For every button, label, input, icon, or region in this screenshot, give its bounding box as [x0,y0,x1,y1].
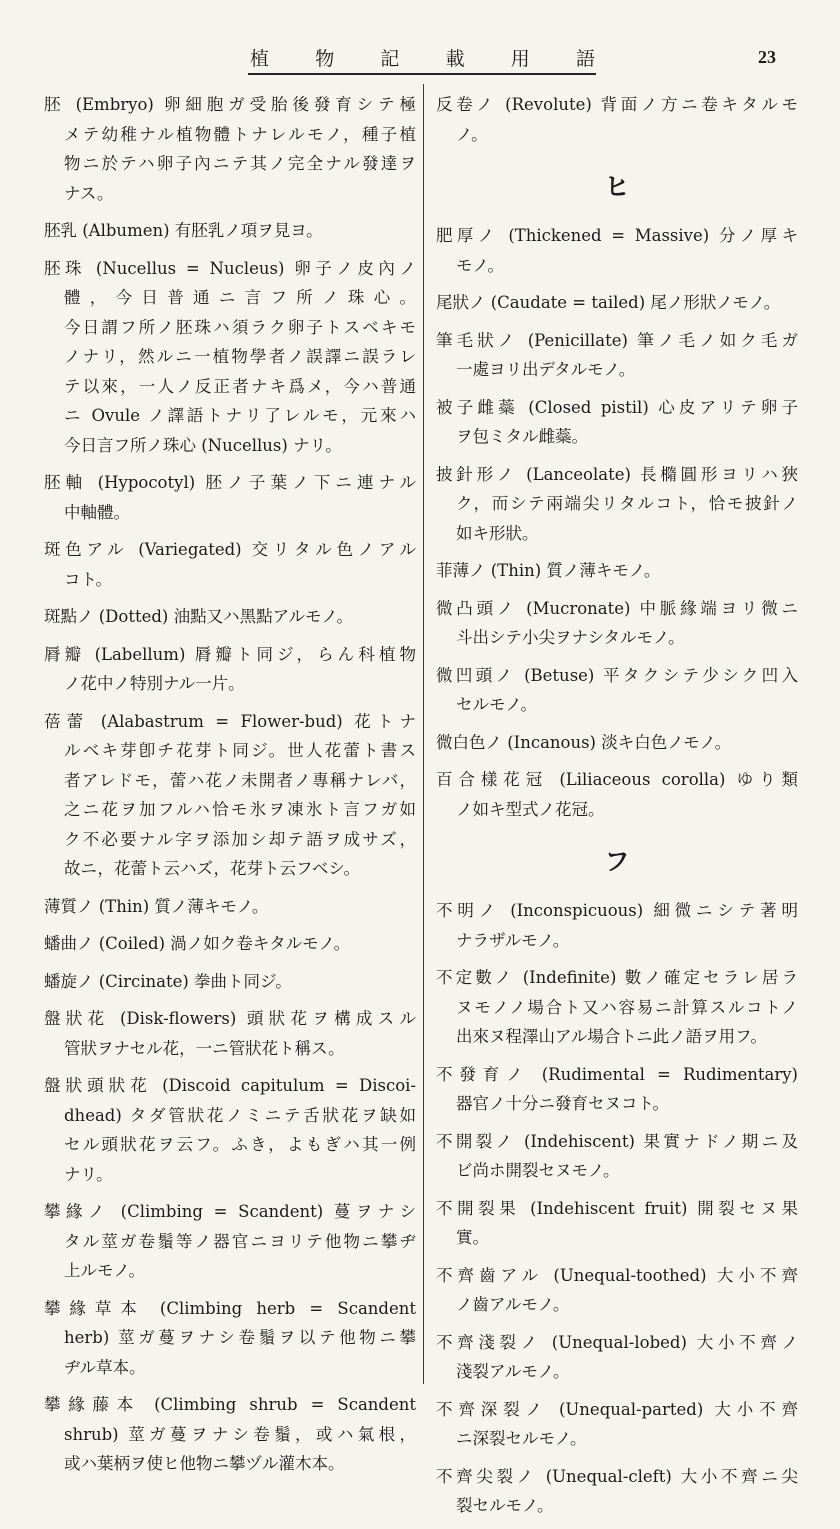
page-header [0,0,840,84]
title-char: 記 [380,48,400,70]
glossary-entry [44,216,416,246]
entry-continuation-line: ノ齒アルモノ。 [456,1295,570,1314]
entry-first-line: 百合樣花冠 (Liliaceous corolla) ゆり類 [436,770,798,789]
glossary-entry [436,1395,798,1454]
entry-first-line: 蓓蕾 (Alabastrum = Flower-bud) 花トナ [44,711,416,731]
title-char: 植 [250,48,270,70]
entry-continuation-line: 管狀ヲナセル花，一ニ管狀花ト稱ス。 [64,1038,345,1058]
entry-first-line: 胚 (Embryo) 卵細胞ガ受胎後發育シテ極 [44,95,416,114]
entry-continuation-line: 上ルモノ。 [64,1261,146,1280]
entry-first-line: 斑色アル (Variegated) 交リタル色ノアル [44,540,416,559]
entry-continuation-line: 裂セルモノ。 [456,1496,554,1515]
entry-continuation-line: メテ幼稚ナル植物體トナレルモノ，種子植 [64,124,416,144]
glossary-entry [436,326,798,385]
glossary-entry [436,556,798,586]
entry-continuation-line: 或ハ葉柄ヲ使ヒ他物ニ攀ヅル灌木本。 [64,1454,345,1473]
entry-continuation-line: ヌモノノ場合ト又ハ容易ニ計算スルコトノ [456,997,798,1017]
entry-continuation-line: 如キ形狀。 [456,523,539,543]
right-top-entries [436,90,798,149]
glossary-entry [44,468,416,527]
glossary-entry [44,1294,416,1383]
left-column [44,90,416,1487]
glossary-entry [436,90,798,149]
glossary-entry [44,892,416,922]
glossary-entry [44,640,416,699]
entry-continuation-line: モノ。 [456,255,505,275]
entry-first-line: 薄質ノ (Thin) 質ノ薄キモノ。 [44,896,269,916]
entry-continuation-line: 今日言フ所ノ珠心 (Nucellus) ナリ。 [64,435,342,455]
entry-first-line: 攀緣ノ (Climbing = Scandent) 蔓ヲナシ [44,1202,416,1221]
glossary-entry [436,1127,798,1186]
fu-entries [436,896,798,1521]
entry-continuation-line: 物ニ於テハ卵子內ニテ其ノ完全ナル發達ヲ [64,154,416,173]
glossary-entry [436,963,798,1052]
header-rule [248,73,596,75]
entry-first-line: 胚乳 (Albumen) 有胚乳ノ項ヲ見ヨ。 [44,221,323,240]
entry-first-line: 不齊齒アル (Unequal-toothed) 大小不齊 [436,1265,798,1285]
entry-first-line: 胚珠 (Nucellus = Nucleus) 卵子ノ皮內ノ [44,258,416,278]
entry-first-line: 微白色ノ (Incanous) 淡キ白色ノモノ。 [436,732,732,752]
entry-first-line: 筆毛狀ノ (Penicillate) 筆ノ毛ノ如ク毛ガ [436,330,798,350]
entry-continuation-line: ノ如キ型式ノ花冠。 [456,799,605,819]
entry-continuation-line: ノナリ，然ルニ一植物學者ノ誤譯ニ誤ラレ [64,347,416,366]
entry-first-line: 尾狀ノ (Caudate = tailed) 尾ノ形狀ノモノ。 [436,293,781,312]
entry-continuation-line: コト。 [64,569,113,589]
glossary-entry [44,535,416,594]
entry-continuation-line: ナス。 [64,183,114,203]
entry-first-line: 不齊淺裂ノ (Unequal-lobed) 大小不齊ノ [436,1332,798,1352]
glossary-entry [436,661,798,720]
entry-first-line: 不定數ノ (Indefinite) 數ノ確定セラレ居ラ [436,968,798,987]
section-heading-fu: フ [604,847,630,876]
entry-continuation-line: dhead) タダ管狀花ノミニテ舌狀花ヲ缺如 [64,1105,416,1125]
entry-continuation-line: shrub) 莖ガ蔓ヲナシ卷鬚，或ハ氣根， [64,1424,416,1444]
glossary-entry [44,254,416,461]
entry-first-line: 胚軸 (Hypocotyl) 胚ノ子葉ノ下ニ連ナル [44,473,416,492]
entry-first-line: 微凸頭ノ (Mucronate) 中脈緣端ヨリ微ニ [436,598,798,618]
entry-continuation-line: タル莖ガ卷鬚等ノ器官ニヨリテ他物ニ攀ヂ [64,1231,416,1251]
entry-continuation-line: 斗出シテ小尖ヲナシタルモノ。 [456,628,685,647]
glossary-entry [436,1462,798,1521]
entry-continuation-line: 者アレドモ，蕾ハ花ノ未開者ノ專稱ナレバ， [64,770,416,790]
entry-continuation-line: ビ尚ホ開裂セヌモノ。 [456,1161,620,1180]
glossary-entry [436,393,798,452]
entry-continuation-line: 今日謂フ所ノ胚珠ハ須ラク卵子トスベキモ [64,317,416,337]
running-title [250,44,595,71]
entry-continuation-line: セル頭狀花ヲ云フ。ふき，よもぎハ其一例 [64,1135,416,1154]
glossary-entry [44,1390,416,1479]
entry-continuation-line: 中軸體。 [64,502,130,522]
entry-first-line: 被子雌蘂 (Closed pistil) 心皮アリテ卵子 [436,397,798,417]
entry-continuation-line: ニ深裂セルモノ。 [456,1429,587,1448]
glossary-entry [44,602,416,632]
entry-continuation-line: ク不必要ナル字ヲ添加シ却テ語ヲ成サズ， [64,829,416,849]
entry-first-line: 不齊深裂ノ (Unequal-parted) 大小不齊 [436,1399,798,1419]
entry-continuation-line: herb) 莖ガ蔓ヲナシ卷鬚ヲ以テ他物ニ攀 [64,1328,416,1347]
page-number: 23 [758,47,776,67]
glossary-entry [44,1071,416,1189]
glossary-entry [44,1197,416,1286]
title-char: 載 [445,48,465,70]
entry-first-line: 攀緣藤本 (Climbing shrub = Scandent [44,1395,416,1414]
entry-continuation-line: 一處ヨリ出デタルモノ。 [456,360,636,379]
glossary-entry [436,288,798,318]
glossary-entry [436,1060,798,1119]
section-heading-hi: ヒ [604,172,630,201]
entry-continuation-line: 之ニ花ヲ加フルハ恰モ氷ヲ凍氷ト言フガ如 [64,800,416,819]
entry-first-line: 斑點ノ (Dotted) 油點又ハ黑點アルモノ。 [44,607,353,626]
glossary-entry [436,221,798,280]
entry-first-line: 不開裂ノ (Indehiscent) 果實ナドノ期ニ及 [436,1131,798,1151]
glossary-entry [44,967,416,997]
entry-first-line: 脣瓣 (Labellum) 脣瓣ト同ジ，らん科植物 [44,644,416,664]
entry-continuation-line: ナラザルモノ。 [456,930,570,950]
hi-entries [436,221,798,824]
glossary-entry [44,707,416,884]
entry-first-line: 盤狀頭狀花 (Discoid capitulum = Discoi- [44,1076,416,1095]
title-char: 語 [575,48,595,70]
entry-first-line: 菲薄ノ (Thin) 質ノ薄キモノ。 [436,561,661,580]
glossary-entry [436,1194,798,1253]
glossary-entry [44,1004,416,1063]
entry-first-line: 肥厚ノ (Thickened = Massive) 分ノ厚キ [436,226,798,245]
entry-continuation-line: ク，而シテ兩端尖リタルコト，恰モ披針ノ [456,494,798,513]
glossary-entry [44,90,416,208]
glossary-entry [436,765,798,824]
entry-continuation-line: ナリ。 [64,1164,113,1184]
glossary-entry [44,929,416,959]
entry-first-line: 披針形ノ (Lanceolate) 長橢圓形ヨリハ狹 [436,464,798,484]
entry-continuation-line: 故ニ，花蕾ト云ハズ，花芽ト云フベシ。 [64,859,361,878]
entry-continuation-line: ノ。 [456,124,488,144]
entry-continuation-line: ヲ包ミタル雌蘂。 [456,427,588,446]
glossary-entry [436,594,798,653]
entry-continuation-line: 體，今日普通ニ言フ所ノ珠心。 [64,288,416,307]
entry-first-line: 攀緣草本 (Climbing herb = Scandent [44,1298,416,1318]
entry-continuation-line: ノ花中ノ特別ナル一片。 [64,674,245,693]
glossary-entry [436,896,798,955]
glossary-entry [436,1261,798,1320]
entry-continuation-line: 器官ノ十分ニ發育セヌコト。 [456,1094,670,1113]
entry-continuation-line: 實。 [456,1228,489,1247]
entry-first-line: 微凹頭ノ (Betuse) 平タクシテ少シク凹入 [436,665,798,685]
title-char: 用 [510,48,530,70]
entry-first-line: 不發育ノ (Rudimental = Rudimentary) [436,1064,798,1084]
entry-first-line: 反卷ノ (Revolute) 背面ノ方ニ卷キタルモ [436,95,798,114]
entry-continuation-line: セルモノ。 [456,695,538,714]
entry-continuation-line: ルベキ芽卽チ花芽ト同ジ。世人花蕾ト書ス [64,741,416,760]
entry-first-line: 不明ノ (Inconspicuous) 細微ニシテ著明 [436,901,798,920]
glossary-entry [436,1328,798,1387]
entry-continuation-line: ヂル草本。 [64,1357,146,1377]
entry-first-line: 不開裂果 (Indehiscent fruit) 開裂セヌ果 [436,1198,798,1218]
glossary-entry [436,460,798,549]
entry-first-line: 盤狀花 (Disk-flowers) 頭狀花ヲ構成スル [44,1009,416,1028]
entry-first-line: 蟠旋ノ (Circinate) 拳曲ト同ジ。 [44,971,292,991]
entry-continuation-line: 出來ヌ程澤山アル場合トニ此ノ語ヲ用フ。 [456,1027,767,1046]
glossary-entry [436,728,798,758]
column-divider [423,84,424,1384]
entry-continuation-line: ニ Ovule ノ譯語トナリ了レルモ，元來ハ [64,406,416,425]
entry-first-line: 不齊尖裂ノ (Unequal-cleft) 大小不齊ニ尖 [436,1466,798,1486]
entry-first-line: 蟠曲ノ (Coiled) 渦ノ如ク卷キタルモノ。 [44,934,351,953]
title-char: 物 [315,48,335,70]
entry-continuation-line: テ以來，一人ノ反正者ナキ爲メ，今ハ普通 [64,376,416,396]
right-column [436,90,798,1529]
entry-continuation-line: 淺裂アルモノ。 [456,1362,570,1381]
